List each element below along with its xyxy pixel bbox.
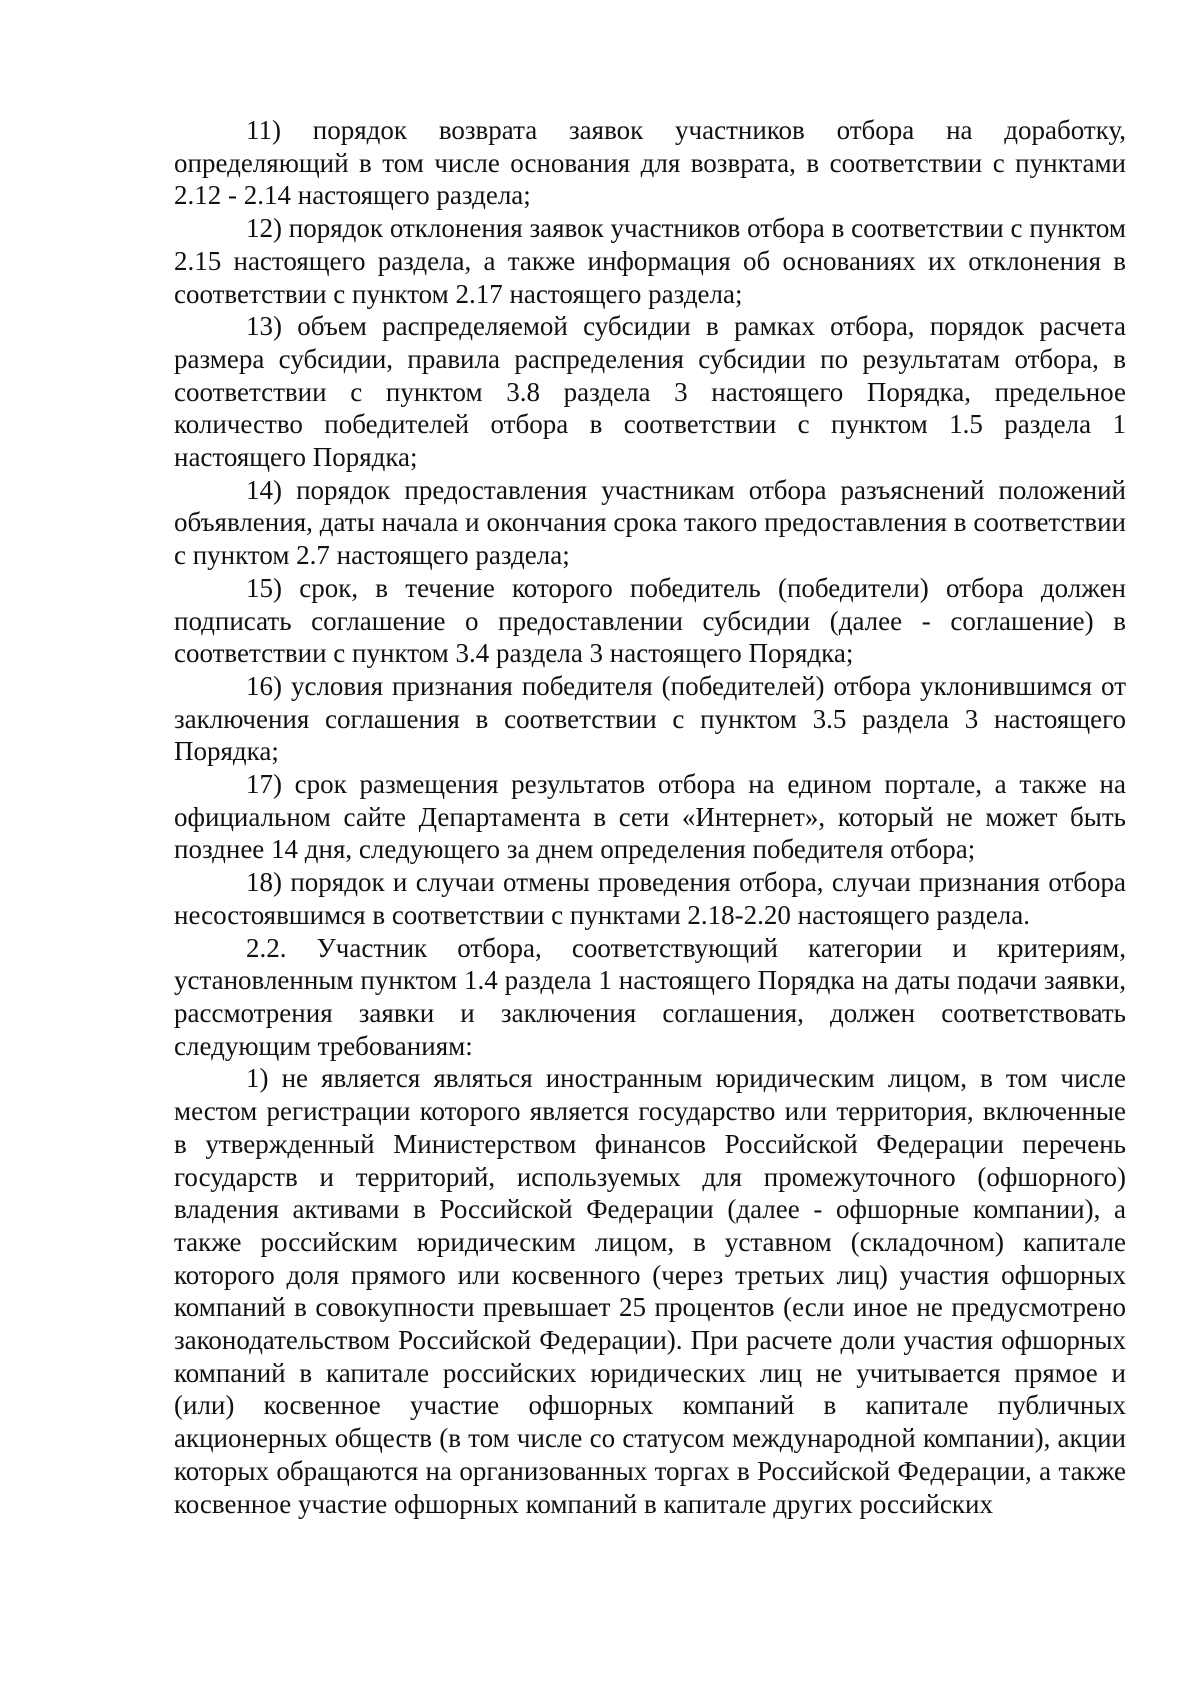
paragraph-section-2-2: 2.2. Участник отбора, соответствующий категории и критериям, установленным пунктом 1.4 раздела 1 настоящего Порядка на даты подачи заявки, рассмотрения заявки и заключения соглашения, должен соответствовать следующим требованиям: — [174, 932, 1126, 1061]
paragraph-item-14: 14) порядок предоставления участникам отбора разъяснений положений объявления, даты начала и окончания срока такого предоставления в соответствии с пунктом 2.7 настоящего раздела; — [174, 474, 1126, 571]
document-page — [174, 114, 1126, 1520]
paragraph-item-12: 12) порядок отклонения заявок участников отбора в соответствии с пунктом 2.15 настоящего раздела, а также информация об основаниях их отклонения в соответствии с пунктом 2.17 настоящего раздела; — [174, 213, 1126, 309]
paragraph-item-11: 11) порядок возврата заявок участников отбора на доработку, определяющий в том числе основания для возврата, в соответствии с пунктами 2.12 - 2.14 настоящего раздела; — [174, 115, 1126, 211]
paragraph-item-15: 15) срок, в течение которого победитель (победители) отбора должен подписать соглашение о предоставлении субсидии (далее - соглашение) в соответствии с пунктом 3.4 раздела 3 настоящего Порядка; — [174, 572, 1126, 669]
paragraph-item-18: 18) порядок и случаи отмены проведения отбора, случаи признания отбора несостоявшимся в соответствии с пунктами 2.18-2.20 настоящего раздела. — [174, 867, 1126, 930]
paragraph-item-13: 13) объем распределяемой субсидии в рамках отбора, порядок расчета размера субсидии, правила распределения субсидии по результатам отбора, в соответствии с пунктом 3.8 раздела 3 настоящего Порядка, предельное количество победителей отбора в соответствии с пунктом 1.5 раздела 1 настоящего Порядка; — [174, 311, 1126, 473]
paragraph-item-16: 16) условия признания победителя (победителей) отбора уклонившимся от заключения соглашения в соответствии с пунктом 3.5 раздела 3 настоящего Порядка; — [174, 670, 1126, 767]
paragraph-item-17: 17) срок размещения результатов отбора на едином портале, а также на официальном сайте Департамента в сети «Интернет», который не может быть позднее 14 дня, следующего за днем определения победителя отбора; — [174, 769, 1126, 865]
paragraph-requirement-1: 1) не является являться иностранным юридическим лицом, в том числе местом регистрации которого является государство или территория, включенные в утвержденный Министерством финансов Российской Федерации перечень государств и территорий, используемых для промежуточного (офшорного) владения активами в Российской Федерации (далее - офшорные компании), а также российским юридическим лицом, в уставном (складочном) капитале которого доля прямого или косвенного (через третьих лиц) участия офшорных компаний в совокупности превышает 25 процентов (если иное не предусмотрено законодательством Российской Федерации). При расчете доли участия офшорных компаний в капитале российских юридических лиц не учитывается прямое и (или) косвенное участие офшорных компаний в капитале публичных акционерных обществ (в том числе со статусом международной компании), акции которых обращаются на организованных торгах в Российской Федерации, а также косвенное участие офшорных компаний в капитале других российских — [174, 1063, 1126, 1519]
